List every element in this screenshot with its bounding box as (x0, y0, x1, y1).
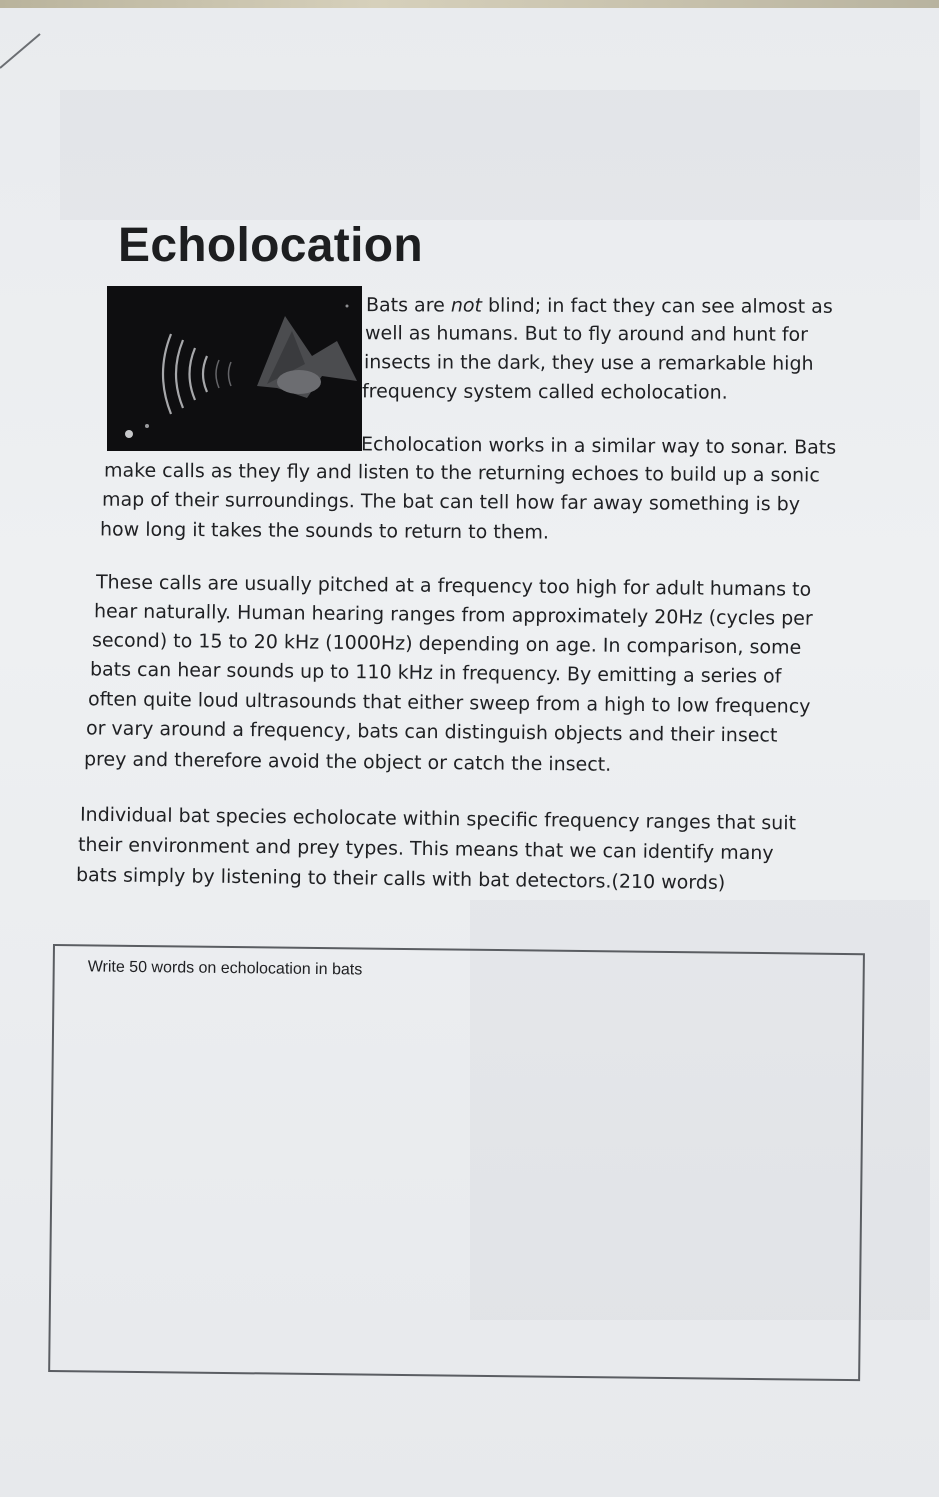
paragraph4-line: bats simply by listening to their calls with bat detectors.(210 words) (75, 864, 726, 894)
page-title: Echolocation (118, 219, 423, 272)
paragraph3-line: or vary around a frequency, bats can distinguish objects and their insect (85, 717, 778, 747)
writing-prompt: Write 50 words on echolocation in bats (87, 958, 363, 979)
paragraph1-line: Bats are not blind; in fact they can see almost as (365, 294, 833, 318)
paragraph1-line: well as humans. But to fly around and hunt for (364, 322, 809, 346)
paragraph4-line: Individual bat species echolocate within specific frequency ranges that suit (79, 803, 797, 835)
paragraph2-line: Echolocation works in a similar way to sonar. Bats (360, 433, 837, 459)
paragraph2-line: map of their surroundings. The bat can tell how far away something is by (101, 488, 801, 516)
paragraph2-line: make calls as they fly and listen to the returning echoes to build up a sonic (103, 459, 820, 487)
paragraph3-line: These calls are usually pitched at a frequency too high for adult humans to (95, 571, 812, 601)
bleed-through-area (60, 90, 920, 220)
paragraph1-line: insects in the dark, they use a remarkable high (363, 351, 814, 375)
paragraph3-line: prey and therefore avoid the object or catch the insect. (83, 748, 612, 776)
paragraph3-line: hear naturally. Human hearing ranges from approximately 20Hz (cycles per (93, 600, 813, 630)
paragraph4-line: their environment and prey types. This means that we can identify many (77, 833, 774, 865)
paragraph3-line: often quite loud ultrasounds that either sweep from a high to low frequency (87, 688, 811, 718)
paragraph1-line: frequency system called echolocation. (361, 380, 728, 404)
paragraph3-line: second) to 15 to 20 kHz (1000Hz) depending on age. In comparison, some (91, 629, 802, 659)
paragraph2-line: how long it takes the sounds to return to them. (99, 518, 550, 544)
bat-echolocation-image (107, 286, 362, 451)
page-top-edge (0, 0, 939, 8)
emphasis-not: not (450, 294, 483, 317)
writing-answer-box[interactable] (48, 944, 865, 1381)
pencil-mark (0, 30, 48, 70)
bat-illustration (107, 286, 362, 451)
paragraph3-line: bats can hear sounds up to 110 kHz in frequency. By emitting a series of (89, 658, 782, 688)
